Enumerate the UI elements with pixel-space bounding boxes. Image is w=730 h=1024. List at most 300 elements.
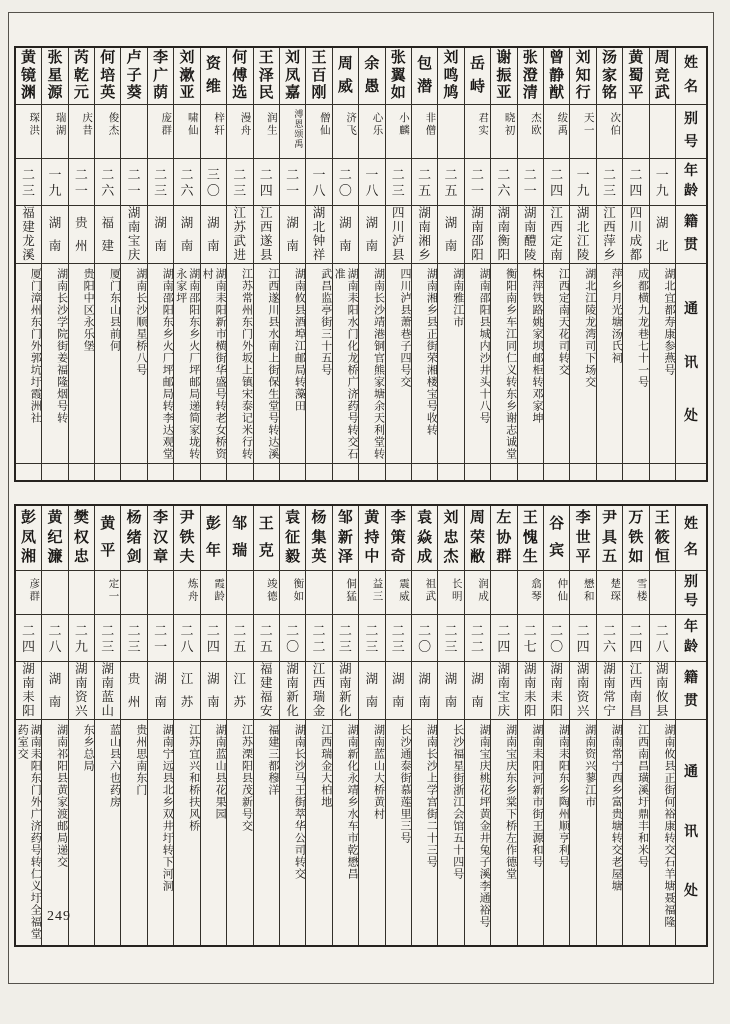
person-age: 二 四 (254, 158, 279, 205)
person-alias (623, 104, 648, 158)
person-alias: 祖武 (412, 570, 437, 614)
person-alias: 震威 (386, 570, 411, 614)
person-age: 三 〇 (201, 158, 226, 205)
person-native-place: 江 西 瑞 金 (306, 661, 331, 719)
person-native-place: 湖 南 邵 阳 (465, 205, 490, 263)
person-name: 彭 年 (205, 516, 221, 559)
person-age: 二 三 (227, 158, 252, 205)
person-name: 彭 凤 湘 (21, 509, 37, 566)
person-alias: 翕琴 (518, 570, 543, 614)
person-column (597, 506, 623, 945)
person-native-place: 湖 南 新 化 (333, 661, 358, 719)
person-name: 刘 忠 杰 (443, 509, 459, 566)
person-column (386, 48, 412, 480)
person-native-place: 湖 南 (386, 661, 411, 719)
person-native-place: 湖 南 新 化 (280, 661, 305, 719)
person-column (412, 506, 438, 945)
header-address: 通 讯 处 (676, 263, 706, 463)
person-column (359, 506, 385, 945)
person-name: 邹 瑞 (232, 516, 248, 559)
person-native-place: 湖 南 (438, 661, 463, 719)
person-native-place: 贵 州 (121, 661, 146, 719)
person-name: 王 筱 恒 (654, 509, 670, 566)
person-alias (227, 570, 252, 614)
person-column (544, 48, 570, 480)
person-column (95, 48, 121, 480)
person-native-place: 湖 南 (42, 661, 67, 719)
person-age: 一 九 (650, 158, 675, 205)
person-address: 湖南蓝山县花果园 (201, 719, 226, 945)
person-alias: 济飞 (333, 104, 358, 158)
person-name: 余 愚 (364, 55, 380, 96)
person-name: 袁 焱 成 (417, 509, 433, 566)
person-name: 资 维 (205, 55, 221, 96)
person-address: 江苏常州东门外坂上镇宋泰记米行转 (227, 263, 252, 463)
person-name: 李 汉 章 (153, 509, 169, 566)
person-name: 樊 权 忠 (73, 509, 89, 566)
person-age: 二 〇 (333, 158, 358, 205)
header-name: 姓 名 (684, 517, 698, 558)
person-name: 王 泽 民 (258, 49, 274, 102)
header-alias: 别 号 (676, 570, 706, 614)
person-column (227, 48, 253, 480)
person-alias: 衡如 (280, 570, 305, 614)
person-native-place: 湖 南 资 兴 (570, 661, 595, 719)
person-column (42, 48, 68, 480)
person-native-place: 江 苏 武 进 (227, 205, 252, 263)
person-native-place: 湖 北 钟 祥 (306, 205, 331, 263)
person-column (121, 48, 147, 480)
scanned-page-frame (8, 12, 714, 984)
person-alias: 杰欧 (518, 104, 543, 158)
column-headers (676, 506, 706, 945)
person-native-place: 江 苏 (227, 661, 252, 719)
person-column (280, 506, 306, 945)
person-age: 二 三 (121, 614, 146, 661)
page-number: 249 (47, 909, 71, 924)
person-address: 江西瑞金大柏地 (306, 719, 331, 945)
person-column (623, 506, 649, 945)
person-address: 湖南长沙马王街萃华公司转交 (280, 719, 305, 945)
person-name: 尹 具 五 (601, 509, 617, 566)
person-name: 曾 静 猷 (549, 49, 565, 102)
person-address: 湖北宜都寿康参燕号 (650, 263, 675, 463)
person-alias (121, 104, 146, 158)
person-name: 刘 知 行 (575, 49, 591, 102)
person-alias: 润生 (254, 104, 279, 158)
person-native-place: 湖 南 (465, 661, 490, 719)
person-column (465, 48, 491, 480)
person-age: 二 一 (121, 158, 146, 205)
person-address: 湖南邵阳东乡火厂坪邮局递简家垅转永家坪 (174, 263, 199, 463)
person-age: 二 三 (438, 614, 463, 661)
directory-table-lower (14, 504, 708, 947)
person-age: 二 五 (254, 614, 279, 661)
person-native-place: 湖 南 (412, 661, 437, 719)
person-alias (306, 570, 331, 614)
person-column (650, 506, 676, 945)
person-age: 二 〇 (544, 614, 569, 661)
person-alias: 楚琛 (597, 570, 622, 614)
person-address: 湖南耒阳东门外广济药号转仁义圩全福堂药室交 (16, 719, 41, 945)
person-age: 二 三 (333, 614, 358, 661)
person-address: 湖南宝庆东乡棠下桥左作德堂 (491, 719, 516, 945)
person-age: 二 六 (95, 158, 120, 205)
person-address: 湖南新化永靖乡水车市乾懋昌 (333, 719, 358, 945)
person-native-place: 湖 南 耒 阳 (518, 661, 543, 719)
person-alias: 侗猛 (333, 570, 358, 614)
person-column (518, 506, 544, 945)
person-column (412, 48, 438, 480)
person-name: 李 世 平 (575, 509, 591, 566)
person-alias: 仲仙 (544, 570, 569, 614)
person-native-place: 湖 北 (650, 205, 675, 263)
person-name: 周 威 (337, 55, 353, 96)
person-native-place: 福 建 (95, 205, 120, 263)
person-address: 湖南耒阳新市横街华盛号转老女桥资村 (201, 263, 226, 463)
person-age: 二 四 (491, 614, 516, 661)
person-alias (69, 570, 94, 614)
person-alias: 君实 (465, 104, 490, 158)
person-age: 二 三 (16, 158, 41, 205)
person-address: 湖南邵阳东乡火厂坪邮局转李达观堂 (148, 263, 173, 463)
header-native: 籍 贯 (676, 661, 706, 719)
person-address: 湖南耒阳河新市街王源和号 (518, 719, 543, 945)
person-address: 湖南长沙靖港铜官熊家塘余天利堂转 (359, 263, 384, 463)
person-name: 周 荣 敝 (469, 509, 485, 566)
person-column (254, 48, 280, 480)
person-address: 湖南常宁西乡富贵塘转交老屋塘 (597, 719, 622, 945)
person-address: 湖南雅江市 (438, 263, 463, 463)
person-column (174, 48, 200, 480)
person-column (386, 506, 412, 945)
person-name: 左 协 群 (496, 509, 512, 566)
person-address: 东乡总局 (69, 719, 94, 945)
person-name: 尹 铁 夫 (179, 509, 195, 566)
person-alias: 竣德 (254, 570, 279, 614)
person-address: 长沙福星街浙江会馆五十四号 (438, 719, 463, 945)
person-alias: 梓轩 (201, 104, 226, 158)
person-alias: 长明 (438, 570, 463, 614)
person-alias: 琛洪 (16, 104, 41, 158)
person-native-place: 湖 南 湘 乡 (412, 205, 437, 263)
person-alias: 庆昔 (69, 104, 94, 158)
person-column (69, 506, 95, 945)
person-address: 湖南祁阳县黄家渡邮局递交 (42, 719, 67, 945)
person-age: 二 三 (359, 614, 384, 661)
person-column (623, 48, 649, 480)
person-native-place: 湖 南 (280, 205, 305, 263)
person-alias: 晓初 (491, 104, 516, 158)
person-native-place: 湖 南 资 兴 (69, 661, 94, 719)
person-native-place: 湖 南 (201, 661, 226, 719)
person-age: 二 五 (412, 158, 437, 205)
person-name: 芮 乾 元 (73, 49, 89, 102)
person-alias: 懋和 (570, 570, 595, 614)
person-age: 二 六 (597, 614, 622, 661)
person-column (597, 48, 623, 480)
person-column (227, 506, 253, 945)
person-address: 湖南资兴蓼江市 (570, 719, 595, 945)
person-name: 卢 子 葵 (126, 49, 142, 102)
person-column (491, 48, 517, 480)
person-address: 厦门漳州东门外郭坑圩霞洲社 (16, 263, 41, 463)
person-name: 黄 平 (100, 516, 116, 559)
person-age: 二 一 (465, 158, 490, 205)
person-alias: 润成 (465, 570, 490, 614)
person-column (544, 506, 570, 945)
person-column (95, 506, 121, 945)
person-column (359, 48, 385, 480)
person-age: 一 八 (306, 158, 331, 205)
person-native-place: 福 建 福 安 (254, 661, 279, 719)
person-age: 一 九 (42, 158, 67, 205)
person-age: 二 三 (597, 158, 622, 205)
person-name: 李 策 奇 (390, 509, 406, 566)
person-age: 二 五 (227, 614, 252, 661)
person-age: 二 一 (69, 158, 94, 205)
directory-table-upper (14, 46, 708, 482)
person-age: 一 八 (359, 158, 384, 205)
person-name: 李 广 荫 (153, 49, 169, 102)
person-alias: 僧仙 (306, 104, 331, 158)
header-age: 年 龄 (676, 614, 706, 661)
person-alias (491, 570, 516, 614)
person-native-place: 湖 南 衡 阳 (491, 205, 516, 263)
person-name: 刘 凤 嘉 (285, 49, 301, 102)
person-column (254, 506, 280, 945)
person-age: 二 九 (69, 614, 94, 661)
person-column (518, 48, 544, 480)
person-age: 二 四 (201, 614, 226, 661)
person-address: 衡阳南乡车江同仁义转东乡谢志诚堂 (491, 263, 516, 463)
person-address: 湖南邵阳县城内沙井头十八号 (465, 263, 490, 463)
person-age: 二 四 (623, 158, 648, 205)
person-name: 邹 新 泽 (337, 509, 353, 566)
person-native-place: 湖 南 宝 庆 (491, 661, 516, 719)
header-address: 通 讯 处 (676, 719, 706, 945)
person-column (570, 506, 596, 945)
person-native-place: 湖 南 (148, 661, 173, 719)
person-alias: 绂禹 (544, 104, 569, 158)
person-address: 四川泸县萧巷子四号交 (386, 263, 411, 463)
person-name: 张 澄 清 (522, 49, 538, 102)
person-address: 湖南攸县正街何裕康转交石羊塘聂福隆 (650, 719, 675, 945)
person-age: 二 一 (148, 614, 173, 661)
person-native-place: 湖 南 宝 庆 (121, 205, 146, 263)
person-native-place: 湖 南 (174, 205, 199, 263)
person-name: 谢 振 亚 (496, 49, 512, 102)
person-name: 岳 峙 (469, 55, 485, 96)
person-name: 黄 蜀 平 (628, 49, 644, 102)
person-column (148, 48, 174, 480)
header-native: 籍 贯 (676, 205, 706, 263)
person-alias: 益三 (359, 570, 384, 614)
person-address: 贵阳中区永乐堡 (69, 263, 94, 463)
person-column (121, 506, 147, 945)
person-name: 谷 宾 (549, 516, 565, 559)
person-alias (438, 104, 463, 158)
person-column (465, 506, 491, 945)
person-name: 王 克 (258, 516, 274, 559)
person-address: 湖南宁远县北乡双井圩转下河洞 (148, 719, 173, 945)
person-column (174, 506, 200, 945)
person-alias: 非僧 (412, 104, 437, 158)
person-age: 二 〇 (412, 614, 437, 661)
person-alias: 次伯 (597, 104, 622, 158)
person-column (333, 506, 359, 945)
person-alias: 漫舟 (227, 104, 252, 158)
person-native-place: 湖 南 (42, 205, 67, 263)
person-address: 湖南长沙上学宫街二十三号 (412, 719, 437, 945)
person-alias: 啸仙 (174, 104, 199, 158)
person-age: 二 三 (95, 614, 120, 661)
person-address: 湖南蓝山大桥黄村 (359, 719, 384, 945)
person-name: 万 铁 如 (628, 509, 644, 566)
person-native-place: 湖 南 (201, 205, 226, 263)
person-name: 刘 鸣 鸠 (443, 49, 459, 102)
person-address: 江苏溧阳县茂新号交 (227, 719, 252, 945)
person-name: 杨 集 英 (311, 509, 327, 566)
person-alias: 庞群 (148, 104, 173, 158)
person-column (280, 48, 306, 480)
column-headers (676, 48, 706, 480)
person-alias: 溥恩颂禹 (280, 104, 305, 158)
person-native-place: 江 西 南 昌 (623, 661, 648, 719)
person-age: 二 〇 (280, 614, 305, 661)
person-address: 湖南耒阳水门化龙桥广济药号转交石准 (333, 263, 358, 463)
person-native-place: 湖 南 (359, 205, 384, 263)
person-address: 湖南长沙顺星桥八号 (121, 263, 146, 463)
person-name: 黄 持 中 (364, 509, 380, 566)
person-alias: 雪楼 (623, 570, 648, 614)
person-age: 二 八 (42, 614, 67, 661)
person-address: 湖北江陵龙湾司下场交 (570, 263, 595, 463)
person-age: 二 六 (174, 158, 199, 205)
person-name: 黄 纪 濂 (47, 509, 63, 566)
person-age: 二 六 (491, 158, 516, 205)
person-alias: 心乐 (359, 104, 384, 158)
person-name: 张 星 源 (47, 49, 63, 102)
person-age: 二 五 (438, 158, 463, 205)
person-native-place: 四 川 成 都 (623, 205, 648, 263)
person-address: 厦门东山县前何 (95, 263, 120, 463)
person-age: 二 四 (16, 614, 41, 661)
person-age: 二 四 (570, 614, 595, 661)
person-name: 袁 征 毅 (285, 509, 301, 566)
person-address: 湖南宝庆桃花坪黄金井兔子溪李通裕号 (465, 719, 490, 945)
person-address: 江西遂川县水南上街保生堂号转达溪 (254, 263, 279, 463)
person-address: 武昌监亭街三十五号 (306, 263, 331, 463)
person-age: 一 九 (570, 158, 595, 205)
person-column (650, 48, 676, 480)
person-address: 萍乡月光塘汤氏祠 (597, 263, 622, 463)
person-alias: 定一 (95, 570, 120, 614)
person-address: 江苏宜兴和桥扶风桥 (174, 719, 199, 945)
person-native-place: 江 西 萍 乡 (597, 205, 622, 263)
person-column (570, 48, 596, 480)
person-address: 成都横九龙巷七十一号 (623, 263, 648, 463)
person-alias: 炼舟 (174, 570, 199, 614)
header-age: 年 龄 (676, 158, 706, 205)
person-name: 刘 漱 亚 (179, 49, 195, 102)
person-native-place: 湖 南 蓝 山 (95, 661, 120, 719)
person-column (201, 48, 227, 480)
person-native-place: 四 川 泸 县 (386, 205, 411, 263)
person-native-place: 湖 南 (148, 205, 173, 263)
person-age: 二 四 (544, 158, 569, 205)
person-native-place: 湖 南 耒 阳 (16, 661, 41, 719)
person-name: 王 愧 生 (522, 509, 538, 566)
person-column (42, 506, 68, 945)
person-native-place: 湖 南 醴 陵 (518, 205, 543, 263)
person-age: 二 四 (623, 614, 648, 661)
person-age: 二 三 (148, 158, 173, 205)
person-column (148, 506, 174, 945)
person-address: 蓝山县六也药房 (95, 719, 120, 945)
person-alias (650, 104, 675, 158)
person-native-place: 湖 南 (333, 205, 358, 263)
person-alias: 小麟 (386, 104, 411, 158)
person-name: 何 培 英 (100, 49, 116, 102)
person-column (438, 506, 464, 945)
person-name: 杨 绪 剑 (126, 509, 142, 566)
person-address: 江西定南天花司转交 (544, 263, 569, 463)
person-column (306, 506, 332, 945)
person-address: 株萍铁路姚家坝邮柜转邓家坤 (518, 263, 543, 463)
person-address: 贵州思南东门 (121, 719, 146, 945)
person-alias (650, 570, 675, 614)
person-address: 湖南耒阳东乡陶州顺亨利号 (544, 719, 569, 945)
person-alias: 天一 (570, 104, 595, 158)
header-name: 姓 名 (684, 56, 698, 95)
person-column (16, 48, 42, 480)
person-name: 张 翼 如 (390, 49, 406, 102)
person-name: 黄 镜 渊 (21, 49, 37, 102)
person-column (438, 48, 464, 480)
person-native-place: 福 建 龙 溪 (16, 205, 41, 263)
person-native-place: 江 西 定 南 (544, 205, 569, 263)
person-alias (148, 570, 173, 614)
person-age: 二 八 (650, 614, 675, 661)
person-age: 二 三 (386, 158, 411, 205)
person-native-place: 湖 南 (438, 205, 463, 263)
person-address: 湖南攸县酒埠江邮局转藻田 (280, 263, 305, 463)
person-name: 汤 家 铭 (601, 49, 617, 102)
person-column (333, 48, 359, 480)
person-address: 福建三都穆洋 (254, 719, 279, 945)
person-age: 二 二 (306, 614, 331, 661)
person-native-place: 贵 州 (69, 205, 94, 263)
person-column (16, 506, 42, 945)
person-native-place: 江 西 遂 县 (254, 205, 279, 263)
person-age: 二 八 (174, 614, 199, 661)
person-age: 二 一 (280, 158, 305, 205)
person-age: 二 二 (465, 614, 490, 661)
person-alias (42, 570, 67, 614)
person-age: 二 七 (518, 614, 543, 661)
person-native-place: 江 苏 (174, 661, 199, 719)
person-column (306, 48, 332, 480)
person-name: 王 百 刚 (311, 49, 327, 102)
person-native-place: 湖 南 攸 县 (650, 661, 675, 719)
person-address: 湖南湘乡县正街荣湘楼宝号收转 (412, 263, 437, 463)
person-alias (121, 570, 146, 614)
person-column (69, 48, 95, 480)
person-native-place: 湖 北 江 陵 (570, 205, 595, 263)
person-column (491, 506, 517, 945)
person-address: 湖南长沙学院街姜福隆烟号转 (42, 263, 67, 463)
